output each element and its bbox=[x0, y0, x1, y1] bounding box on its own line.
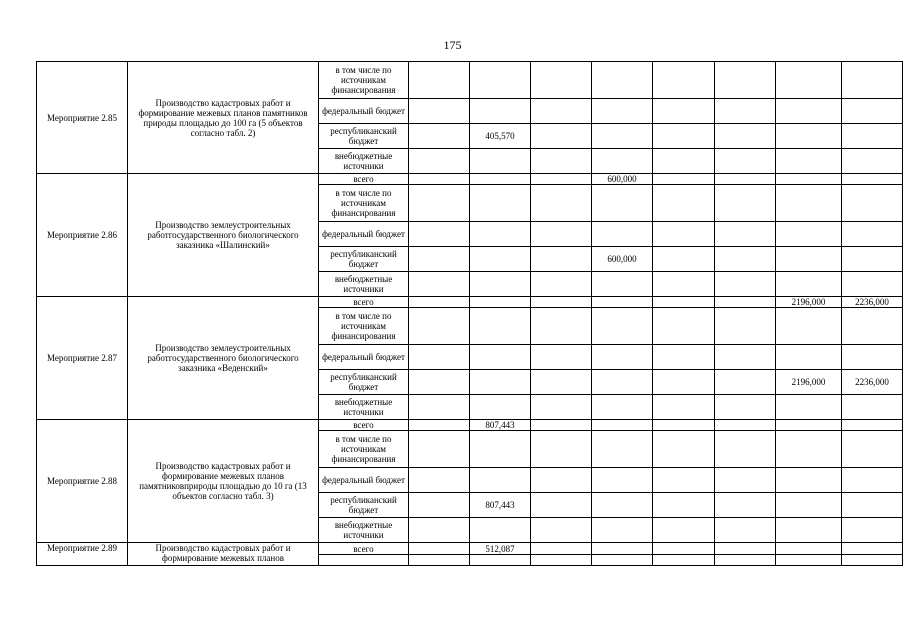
amount-cell bbox=[776, 468, 842, 493]
amount-cell bbox=[409, 149, 470, 174]
empty-cell bbox=[776, 555, 842, 566]
table-row bbox=[37, 543, 903, 555]
amount-cell bbox=[592, 99, 653, 124]
amount-cell: 2236,000 bbox=[842, 297, 903, 308]
funding-source-label: республиканский бюджет bbox=[319, 124, 409, 149]
amount-cell bbox=[531, 99, 592, 124]
amount-cell bbox=[653, 124, 715, 149]
amount-cell bbox=[470, 370, 531, 395]
amount-cell bbox=[776, 518, 842, 543]
amount-cell bbox=[715, 308, 776, 345]
table-row bbox=[37, 174, 903, 185]
amount-cell bbox=[592, 297, 653, 308]
amount-cell bbox=[531, 543, 592, 555]
amount-cell: 405,570 bbox=[470, 124, 531, 149]
amount-cell bbox=[409, 297, 470, 308]
amount-cell bbox=[776, 345, 842, 370]
amount-cell bbox=[776, 431, 842, 468]
amount-cell bbox=[776, 174, 842, 185]
amount-cell bbox=[842, 99, 903, 124]
funding-source-label: федеральный бюджет bbox=[319, 468, 409, 493]
funding-source-label: федеральный бюджет bbox=[319, 99, 409, 124]
amount-cell bbox=[470, 247, 531, 272]
amount-cell bbox=[409, 99, 470, 124]
amount-cell: 2196,000 bbox=[776, 370, 842, 395]
funding-source-label: республиканский бюджет bbox=[319, 370, 409, 395]
funding-source-label: в том числе по источникам финансирования bbox=[319, 308, 409, 345]
amount-cell bbox=[715, 431, 776, 468]
amount-cell bbox=[776, 420, 842, 431]
amount-cell bbox=[842, 62, 903, 99]
amount-cell bbox=[715, 174, 776, 185]
amount-cell bbox=[715, 185, 776, 222]
amount-cell bbox=[776, 185, 842, 222]
amount-cell bbox=[531, 493, 592, 518]
amount-cell bbox=[842, 308, 903, 345]
empty-cell bbox=[319, 555, 409, 566]
amount-cell bbox=[592, 420, 653, 431]
amount-cell bbox=[592, 149, 653, 174]
amount-cell bbox=[715, 149, 776, 174]
measure-id: Мероприятие 2.87 bbox=[37, 297, 128, 420]
measure-name: Производство кадастровых работ и формирование межевых планов bbox=[128, 543, 319, 566]
page-number: 175 bbox=[443, 38, 462, 52]
amount-cell bbox=[409, 468, 470, 493]
funding-source-label: федеральный бюджет bbox=[319, 222, 409, 247]
amount-cell bbox=[531, 247, 592, 272]
amount-cell bbox=[653, 493, 715, 518]
amount-cell bbox=[715, 468, 776, 493]
empty-cell bbox=[409, 555, 470, 566]
amount-cell bbox=[715, 62, 776, 99]
amount-cell bbox=[470, 395, 531, 420]
amount-cell bbox=[470, 99, 531, 124]
amount-cell bbox=[531, 185, 592, 222]
budget-table bbox=[36, 61, 903, 566]
amount-cell bbox=[409, 124, 470, 149]
amount-cell: 600,000 bbox=[592, 247, 653, 272]
amount-cell bbox=[592, 468, 653, 493]
amount-cell bbox=[776, 247, 842, 272]
amount-cell bbox=[592, 272, 653, 297]
amount-cell bbox=[842, 420, 903, 431]
empty-cell bbox=[470, 555, 531, 566]
amount-cell bbox=[409, 345, 470, 370]
amount-cell bbox=[592, 124, 653, 149]
amount-cell bbox=[409, 185, 470, 222]
amount-cell bbox=[531, 431, 592, 468]
amount-cell bbox=[470, 185, 531, 222]
measure-name: Производство кадастровых работ и формирование межевых планов памятников природы площадью до 100 га (5 объектов согласно табл. 2) bbox=[128, 62, 319, 174]
amount-cell bbox=[842, 345, 903, 370]
amount-cell bbox=[653, 468, 715, 493]
amount-cell bbox=[715, 345, 776, 370]
amount-cell bbox=[409, 62, 470, 99]
funding-source-label: всего bbox=[319, 174, 409, 185]
amount-cell bbox=[653, 222, 715, 247]
amount-cell bbox=[531, 124, 592, 149]
amount-cell bbox=[715, 99, 776, 124]
amount-cell bbox=[776, 543, 842, 555]
amount-cell bbox=[470, 468, 531, 493]
measure-id: Мероприятие 2.88 bbox=[37, 420, 128, 543]
amount-cell bbox=[776, 222, 842, 247]
amount-cell bbox=[592, 543, 653, 555]
amount-cell bbox=[842, 493, 903, 518]
amount-cell bbox=[715, 518, 776, 543]
amount-cell bbox=[776, 272, 842, 297]
amount-cell bbox=[409, 222, 470, 247]
amount-cell bbox=[776, 308, 842, 345]
amount-cell bbox=[592, 308, 653, 345]
amount-cell bbox=[531, 174, 592, 185]
amount-cell bbox=[592, 222, 653, 247]
funding-source-label: внебюджетные источники bbox=[319, 272, 409, 297]
amount-cell bbox=[776, 395, 842, 420]
amount-cell bbox=[592, 185, 653, 222]
amount-cell bbox=[715, 370, 776, 395]
amount-cell bbox=[776, 99, 842, 124]
amount-cell bbox=[409, 370, 470, 395]
funding-source-label: в том числе по источникам финансирования bbox=[319, 62, 409, 99]
amount-cell: 807,443 bbox=[470, 493, 531, 518]
amount-cell bbox=[592, 345, 653, 370]
amount-cell bbox=[776, 62, 842, 99]
amount-cell bbox=[842, 272, 903, 297]
funding-source-label: внебюджетные источники bbox=[319, 149, 409, 174]
amount-cell bbox=[653, 247, 715, 272]
measure-id: Мероприятие 2.85 bbox=[37, 62, 128, 174]
amount-cell bbox=[592, 62, 653, 99]
amount-cell bbox=[470, 174, 531, 185]
amount-cell: 2196,000 bbox=[776, 297, 842, 308]
amount-cell bbox=[842, 174, 903, 185]
amount-cell bbox=[409, 431, 470, 468]
amount-cell bbox=[715, 222, 776, 247]
empty-cell bbox=[842, 555, 903, 566]
amount-cell bbox=[409, 247, 470, 272]
amount-cell bbox=[470, 297, 531, 308]
amount-cell bbox=[776, 493, 842, 518]
empty-cell bbox=[531, 555, 592, 566]
funding-source-label: всего bbox=[319, 297, 409, 308]
amount-cell bbox=[653, 518, 715, 543]
empty-cell bbox=[653, 555, 715, 566]
amount-cell bbox=[653, 149, 715, 174]
amount-cell: 512,087 bbox=[470, 543, 531, 555]
empty-cell bbox=[715, 555, 776, 566]
funding-source-label: республиканский бюджет bbox=[319, 247, 409, 272]
amount-cell bbox=[531, 222, 592, 247]
amount-cell bbox=[592, 431, 653, 468]
amount-cell bbox=[470, 272, 531, 297]
amount-cell bbox=[531, 420, 592, 431]
amount-cell bbox=[653, 431, 715, 468]
amount-cell bbox=[531, 345, 592, 370]
table-row bbox=[37, 297, 903, 308]
amount-cell bbox=[531, 468, 592, 493]
funding-source-label: всего bbox=[319, 420, 409, 431]
amount-cell bbox=[470, 518, 531, 543]
amount-cell bbox=[592, 370, 653, 395]
table-row bbox=[37, 420, 903, 431]
amount-cell bbox=[715, 297, 776, 308]
amount-cell bbox=[715, 272, 776, 297]
amount-cell bbox=[776, 124, 842, 149]
amount-cell bbox=[653, 345, 715, 370]
funding-source-label: внебюджетные источники bbox=[319, 518, 409, 543]
amount-cell bbox=[653, 420, 715, 431]
amount-cell bbox=[653, 174, 715, 185]
funding-source-label: республиканский бюджет bbox=[319, 493, 409, 518]
table-row bbox=[37, 62, 903, 99]
funding-source-label: внебюджетные источники bbox=[319, 395, 409, 420]
amount-cell bbox=[715, 420, 776, 431]
amount-cell bbox=[531, 370, 592, 395]
amount-cell bbox=[715, 124, 776, 149]
measure-name: Производство землеустроительных работгосударственного биологического заказника «Шалинский» bbox=[128, 174, 319, 297]
amount-cell bbox=[531, 149, 592, 174]
amount-cell bbox=[409, 543, 470, 555]
funding-source-label: в том числе по источникам финансирования bbox=[319, 431, 409, 468]
funding-source-label: в том числе по источникам финансирования bbox=[319, 185, 409, 222]
amount-cell bbox=[592, 395, 653, 420]
amount-cell bbox=[842, 518, 903, 543]
amount-cell bbox=[409, 518, 470, 543]
amount-cell bbox=[842, 247, 903, 272]
amount-cell bbox=[470, 149, 531, 174]
amount-cell bbox=[653, 395, 715, 420]
amount-cell bbox=[409, 308, 470, 345]
amount-cell bbox=[409, 395, 470, 420]
measure-id: Мероприятие 2.86 bbox=[37, 174, 128, 297]
funding-source-label: всего bbox=[319, 543, 409, 555]
amount-cell bbox=[842, 222, 903, 247]
amount-cell bbox=[715, 247, 776, 272]
amount-cell bbox=[653, 272, 715, 297]
amount-cell bbox=[653, 99, 715, 124]
amount-cell bbox=[842, 395, 903, 420]
amount-cell bbox=[715, 493, 776, 518]
amount-cell bbox=[653, 185, 715, 222]
measure-id: Мероприятие 2.89 bbox=[37, 543, 128, 566]
funding-source-label: федеральный бюджет bbox=[319, 345, 409, 370]
amount-cell bbox=[470, 431, 531, 468]
amount-cell bbox=[842, 431, 903, 468]
amount-cell bbox=[531, 297, 592, 308]
amount-cell: 807,443 bbox=[470, 420, 531, 431]
measure-name: Производство кадастровых работ и формирование межевых планов памятниковприроды площадью до 10 га (13 объектов согласно табл. 3) bbox=[128, 420, 319, 543]
amount-cell bbox=[409, 174, 470, 185]
amount-cell bbox=[715, 543, 776, 555]
amount-cell bbox=[531, 308, 592, 345]
amount-cell bbox=[531, 272, 592, 297]
amount-cell bbox=[842, 124, 903, 149]
amount-cell bbox=[531, 518, 592, 543]
amount-cell bbox=[715, 395, 776, 420]
amount-cell bbox=[470, 308, 531, 345]
amount-cell bbox=[842, 543, 903, 555]
amount-cell bbox=[653, 370, 715, 395]
amount-cell bbox=[842, 149, 903, 174]
amount-cell bbox=[592, 493, 653, 518]
amount-cell bbox=[592, 518, 653, 543]
amount-cell bbox=[776, 149, 842, 174]
amount-cell bbox=[409, 493, 470, 518]
amount-cell bbox=[653, 297, 715, 308]
amount-cell bbox=[653, 62, 715, 99]
amount-cell bbox=[409, 420, 470, 431]
empty-cell bbox=[592, 555, 653, 566]
amount-cell bbox=[470, 345, 531, 370]
amount-cell bbox=[653, 308, 715, 345]
amount-cell bbox=[531, 395, 592, 420]
amount-cell bbox=[470, 222, 531, 247]
measure-name: Производство землеустроительных работгосударственного биологического заказника «Веденский» bbox=[128, 297, 319, 420]
amount-cell bbox=[842, 185, 903, 222]
amount-cell: 600,000 bbox=[592, 174, 653, 185]
amount-cell bbox=[531, 62, 592, 99]
amount-cell bbox=[409, 272, 470, 297]
amount-cell bbox=[842, 468, 903, 493]
amount-cell: 2236,000 bbox=[842, 370, 903, 395]
amount-cell bbox=[653, 543, 715, 555]
amount-cell bbox=[470, 62, 531, 99]
